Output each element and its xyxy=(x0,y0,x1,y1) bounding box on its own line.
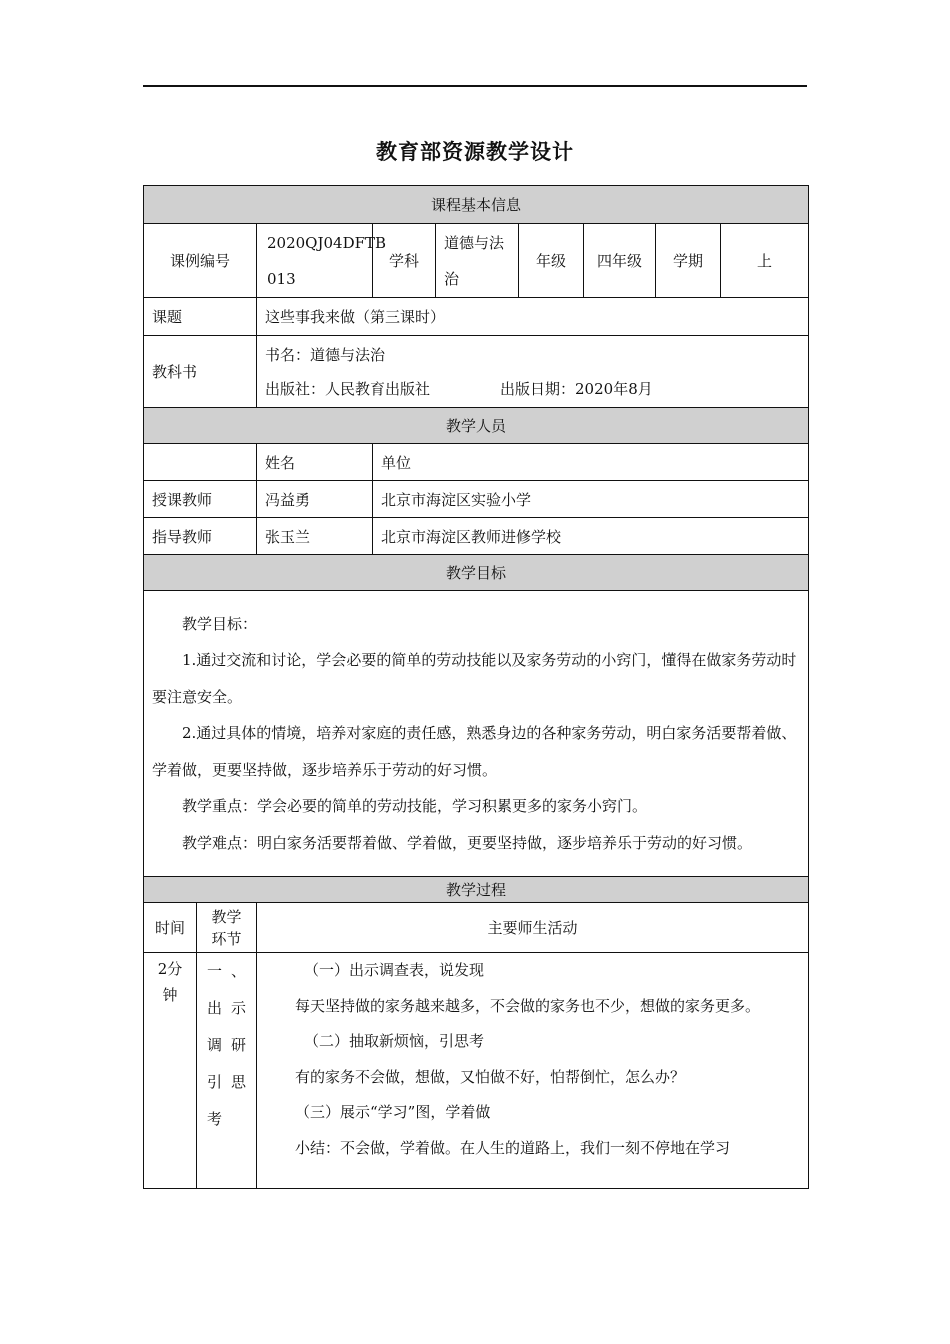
time-line1: 2分 xyxy=(157,960,183,978)
time-line2: 钟 xyxy=(162,986,178,1004)
term-label: 学期 xyxy=(656,224,721,298)
goals-paragraph: 教学难点：明白家务活要帮着做、学着做，更要坚持做，逐步培养乐于劳动的好习惯。 xyxy=(182,833,753,852)
stage-header-line1: 教学 xyxy=(211,907,242,926)
case-no-line2: 013 xyxy=(267,269,296,288)
case-no-label: 课例编号 xyxy=(144,224,257,298)
staff-unit-header: 单位 xyxy=(373,444,809,481)
case-no-value xyxy=(257,224,387,298)
top-rule xyxy=(143,85,807,87)
activity-step: （一）出示调查表，说发现 xyxy=(304,961,485,979)
publication-date: 出版日期：2020年8月 xyxy=(500,379,653,398)
lesson-design-table xyxy=(143,185,809,1189)
topic-label: 课题 xyxy=(144,298,257,336)
staff-name: 张玉兰 xyxy=(257,518,373,555)
subject-line1: 道德与法 xyxy=(444,233,505,252)
goals-content xyxy=(144,591,809,877)
staff-role-header-empty xyxy=(144,444,257,481)
staff-unit: 北京市海淀区教师进修学校 xyxy=(373,518,809,555)
staff-role: 指导教师 xyxy=(144,518,257,555)
activity-step: （二）抽取新烦恼，引思考 xyxy=(304,1032,485,1050)
textbook-info xyxy=(257,336,809,408)
section-header-basic-info: 课程基本信息 xyxy=(144,186,809,224)
term-value: 上 xyxy=(721,224,809,298)
stage-line: 考 xyxy=(207,1110,223,1128)
document-title: 教育部资源教学设计 xyxy=(376,140,574,164)
subject-label: 学科 xyxy=(373,224,436,298)
subject-line2: 治 xyxy=(444,269,460,288)
publisher: 出版社：人民教育出版社 xyxy=(265,379,431,398)
book-name: 书名：道德与法治 xyxy=(265,345,386,364)
process-activity-cell xyxy=(257,953,809,1189)
stage-header-line2: 环节 xyxy=(211,929,242,948)
grade-label: 年级 xyxy=(519,224,584,298)
stage-line: 一 、 xyxy=(207,962,246,980)
process-time-cell xyxy=(144,953,197,1189)
activity-text: 有的家务不会做，想做，又怕做不好，怕帮倒忙，怎么办？ xyxy=(295,1067,686,1086)
publisher-line xyxy=(265,372,800,406)
process-time-header: 时间 xyxy=(144,903,197,953)
section-header-staff: 教学人员 xyxy=(144,408,809,444)
staff-name-header: 姓名 xyxy=(257,444,373,481)
stage-line: 调 研 xyxy=(207,1036,246,1054)
process-stage-header xyxy=(197,903,257,953)
case-no-line1: 2020QJ04DFTB xyxy=(267,233,387,252)
activity-step: （三）展示“学习”图，学着做 xyxy=(295,1103,491,1121)
section-header-process: 教学过程 xyxy=(144,877,809,903)
goals-paragraph: 教学重点：学会必要的简单的劳动技能，学习积累更多的家务小窍门。 xyxy=(182,797,648,816)
goals-paragraph: 1.通过交流和讨论，学会必要的简单的劳动技能以及家务劳动的小窍门，懂得在做家务劳动时要注意安全。 xyxy=(152,651,797,706)
grade-value: 四年级 xyxy=(584,224,656,298)
topic-value: 这些事我来做（第三课时） xyxy=(257,298,809,336)
stage-line: 引 思 xyxy=(207,1073,246,1091)
process-activity-header: 主要师生活动 xyxy=(257,903,809,953)
stage-line: 出 示 xyxy=(207,999,246,1017)
subject-value xyxy=(436,224,519,298)
staff-unit: 北京市海淀区实验小学 xyxy=(373,481,809,518)
staff-role: 授课教师 xyxy=(144,481,257,518)
activity-text: 小结：不会做，学着做。在人生的道路上，我们一刻不停地在学习 xyxy=(295,1138,731,1157)
textbook-label: 教科书 xyxy=(144,336,257,408)
section-header-goals: 教学目标 xyxy=(144,555,809,591)
goals-paragraph: 教学目标： xyxy=(182,614,258,633)
process-stage-cell xyxy=(197,953,257,1189)
staff-name: 冯益勇 xyxy=(257,481,373,518)
goals-paragraph: 2.通过具体的情境，培养对家庭的责任感，熟悉身边的各种家务劳动，明白家务活要帮着做、学着做，更要坚持做，逐步培养乐于劳动的好习惯。 xyxy=(152,724,797,779)
activity-text: 每天坚持做的家务越来越多，不会做的家务也不少，想做的家务更多。 xyxy=(295,996,761,1015)
